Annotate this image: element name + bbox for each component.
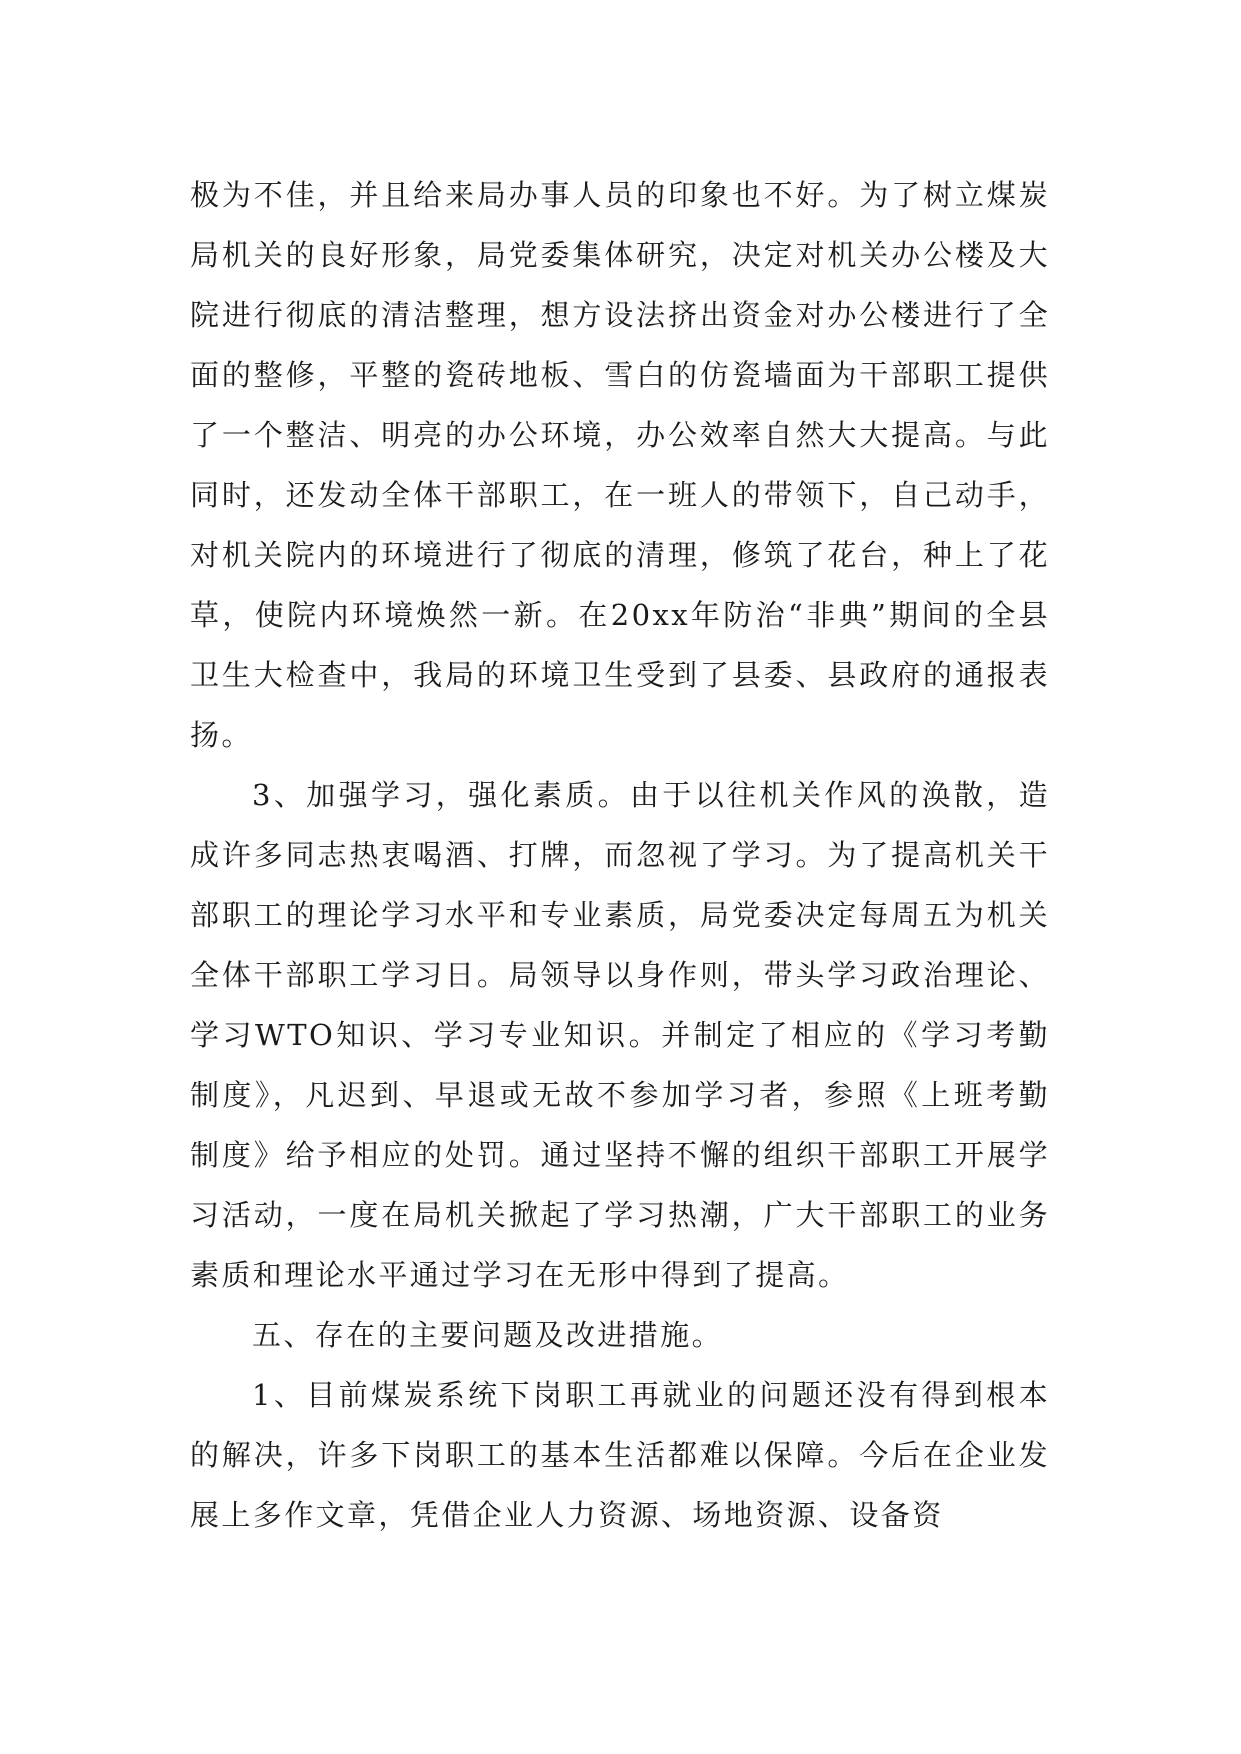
paragraph-study-section: 3、加强学习，强化素质。由于以往机关作风的涣散，造成许多同志热衷喝酒、打牌，而忽视了学习。为了提高机关干部职工的理论学习水平和专业素质，局党委决定每周五为机关全体干部职工学习日。局领导以身作则，带头学习政治理论、学习WTO知识、学习专业知识。并制定了相应的《学习考勤制度》，凡迟到、早退或无故不参加学习者，参照《上班考勤制度》给予相应的处罚。通过坚持不懈的组织干部职工开展学习活动，一度在局机关掀起了学习热潮，广大干部职工的业务素质和理论水平通过学习在无形中得到了提高。 [190,778,1050,1292]
section-heading-problems: 五、存在的主要问题及改进措施。 [252,1318,724,1352]
paragraph-continuation: 极为不佳，并且给来局办事人员的印象也不好。为了树立煤炭局机关的良好形象，局党委集体研究，决定对机关办公楼及大院进行彻底的清洁整理，想方设法挤出资金对办公楼进行了全面的整修，平整的瓷砖地板、雪白的仿瓷墙面为干部职工提供了一个整洁、明亮的办公环境，办公效率自然大大提高。与此同时，还发动全体干部职工，在一班人的带领下，自己动手，对机关院内的环境进行了彻底的清理，修筑了花台，种上了花草，使院内环境焕然一新。在20xx年防治“非典”期间的全县卫生大检查中，我局的环境卫生受到了县委、县政府的通报表扬。 [190,178,1050,752]
document-page [190,165,1050,1545]
paragraph-reemployment: 1、目前煤炭系统下岗职工再就业的问题还没有得到根本的解决，许多下岗职工的基本生活都难以保障。今后在企业发展上多作文章，凭借企业人力资源、场地资源、设备资 [190,1378,1050,1532]
